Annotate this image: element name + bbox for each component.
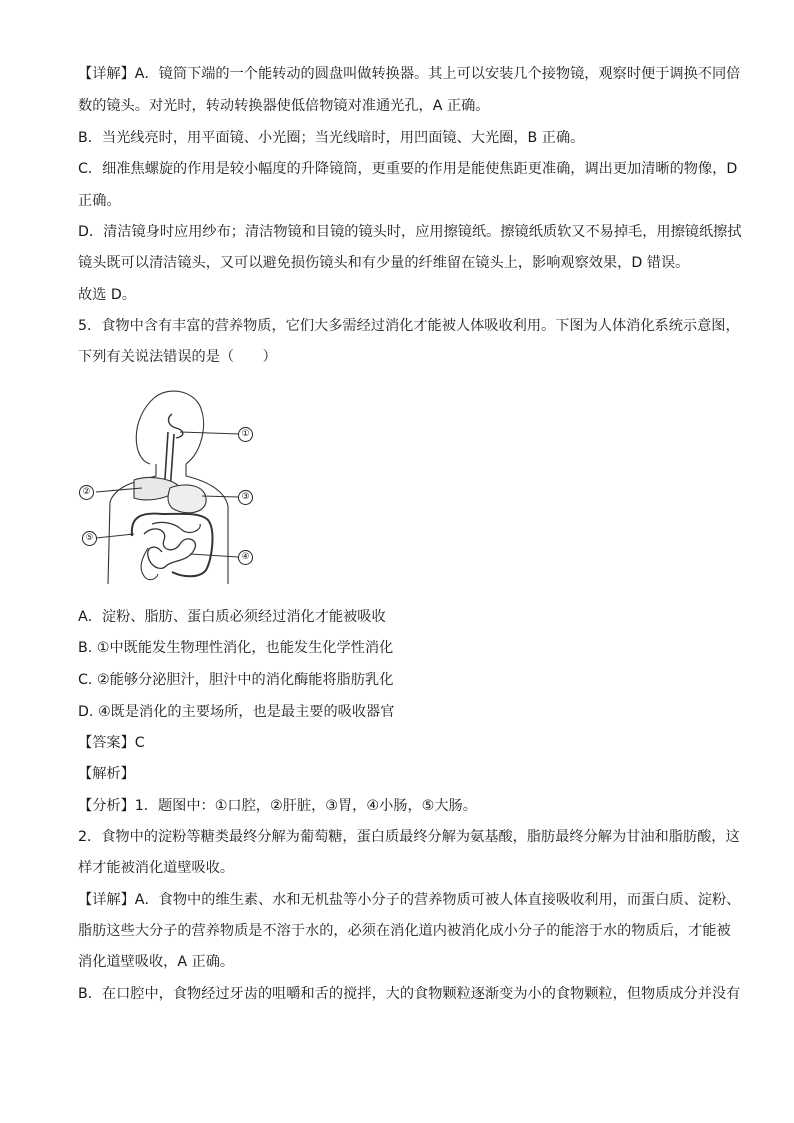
- paragraph-line: 故选 D。: [78, 287, 136, 303]
- option-b: B. ①中既能发生物理性消化，也能发生化学性消化: [78, 640, 394, 656]
- analysis-line: 脂肪这些大分子的营养物质是不溶于水的，必须在消化道内被消化成小分子的能溶于水的物质后，才能被: [78, 923, 731, 939]
- label-marker-5: ⑤: [82, 531, 97, 546]
- option-c: C. ②能够分泌胆汁，胆汁中的消化酶能将脂肪乳化: [78, 672, 394, 688]
- paragraph-line: 数的镜头。对光时，转动转换器使低倍物镜对准通光孔，A 正确。: [78, 98, 490, 114]
- analysis-line: 【详解】A．食物中的维生素、水和无机盐等小分子的营养物质可被人体直接吸收利用，而蛋白质、淀粉、: [78, 892, 741, 908]
- question-stem: 5．食物中含有丰富的营养物质，它们大多需经过消化才能被人体吸收利用。下图为人体消化系统示意图，: [78, 318, 740, 334]
- option-a: A．淀粉、脂肪、蛋白质必须经过消化才能被吸收: [78, 609, 386, 625]
- analysis-line: 样才能被消化道壁吸收。: [78, 860, 235, 876]
- analysis-line: 2．食物中的淀粉等糖类最终分解为葡萄糖，蛋白质最终分解为氨基酸，脂肪最终分解为甘油和脂肪酸，这: [78, 829, 740, 845]
- question-stem: 下列有关说法错误的是（ ）: [78, 349, 277, 365]
- answer-line: 【答案】C: [78, 735, 145, 751]
- paragraph-line: B．当光线亮时，用平面镜、小光圈；当光线暗时，用凹面镜、大光圈，B 正确。: [78, 130, 585, 146]
- paragraph-line: 正确。: [78, 193, 121, 209]
- paragraph-line: 【详解】A．镜筒下端的一个能转动的圆盘叫做转换器。其上可以安装几个接物镜，观察时便于调换不同倍: [78, 66, 741, 82]
- head-outline: [136, 391, 203, 464]
- stomach-shape: [168, 485, 206, 513]
- digestive-system-diagram: [72, 384, 272, 588]
- analysis-heading: 【解析】: [78, 766, 135, 782]
- label-marker-3: ③: [238, 490, 253, 505]
- label-marker-4: ④: [238, 550, 253, 565]
- paragraph-line: C．细准焦螺旋的作用是较小幅度的升降镜筒，更重要的作用是能使焦距更准确，调出更加清晰的物像，D: [78, 161, 738, 177]
- paragraph-line: 镜头既可以清洁镜头，又可以避免损伤镜头和有少量的纤维留在镜头上，影响观察效果，D 错误。: [78, 255, 690, 271]
- label-marker-2: ②: [79, 485, 94, 500]
- paragraph-line: D．清洁镜身时应用纱布；清洁物镜和目镜的镜头时，应用擦镜纸。擦镜纸质软又不易掉毛，用擦镜纸擦拭: [78, 224, 742, 240]
- analysis-line: B．在口腔中，食物经过牙齿的咀嚼和舌的搅拌，大的食物颗粒逐渐变为小的食物颗粒，但物质成分并没有: [78, 986, 741, 1002]
- label-marker-1: ①: [238, 427, 253, 442]
- option-d: D. ④既是消化的主要场所，也是最主要的吸收器官: [78, 704, 395, 720]
- analysis-line: 【分析】1．题图中：①口腔，②肝脏，③胃，④小肠，⑤大肠。: [78, 798, 477, 814]
- analysis-line: 消化道壁吸收，A 正确。: [78, 954, 235, 970]
